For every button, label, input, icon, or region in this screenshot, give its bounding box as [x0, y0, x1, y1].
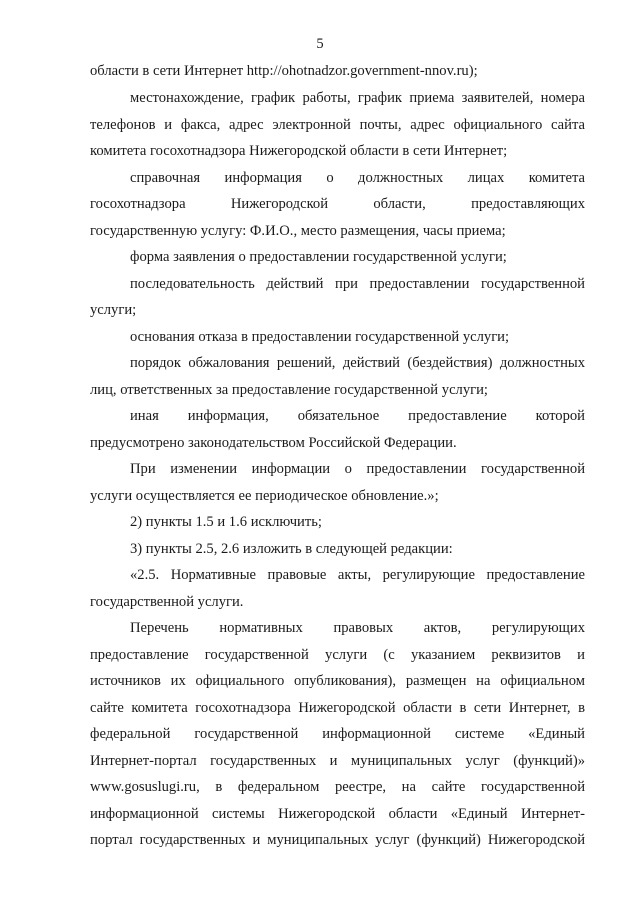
text-line: последовательность действий при предоставлении государственной — [130, 276, 585, 292]
text-line: форма заявления о предоставлении государственной услуги; — [130, 249, 507, 265]
text-line: 3) пункты 2.5, 2.6 изложить в следующей редакции: — [130, 541, 453, 557]
text-line: области в сети Интернет http://ohotnadzor.government-nnov.ru); — [90, 63, 478, 79]
text-line: портал государственных и муниципальных услуг (функций) Нижегородской — [90, 832, 585, 848]
text-line: источников их официального опубликования), размещен на официальном — [90, 673, 585, 689]
text-line: лиц, ответственных за предоставление государственной услуги; — [90, 382, 488, 398]
text-line: госохотнадзора Нижегородской области, предоставляющих — [90, 196, 585, 212]
text-line: услуги; — [90, 302, 137, 318]
text-line: порядок обжалования решений, действий (бездействия) должностных — [130, 355, 585, 371]
text-line: информационной системы Нижегородской области «Единый Интернет- — [90, 806, 585, 822]
page-number: 5 — [316, 36, 324, 52]
text-line: При изменении информации о предоставлении государственной — [130, 461, 585, 477]
text-line: услуги осуществляется ее периодическое обновление.»; — [90, 488, 439, 504]
text-line: телефонов и факса, адрес электронной почты, адрес официального сайта — [90, 117, 585, 133]
text-line: сайте комитета госохотнадзора Нижегородской области в сети Интернет, в — [90, 700, 585, 716]
text-line: комитета госохотнадзора Нижегородской области в сети Интернет; — [90, 143, 508, 159]
text-line: предоставление государственной услуги (с указанием реквизитов и — [90, 647, 585, 663]
text-line: www.gosuslugi.ru, в федеральном реестре, на сайте государственной — [90, 779, 585, 795]
text-line: иная информация, обязательное предоставление которой — [130, 408, 585, 424]
text-line: местонахождение, график работы, график приема заявителей, номера — [130, 90, 585, 106]
text-line: справочная информация о должностных лицах комитета — [130, 170, 585, 186]
text-line: 2) пункты 1.5 и 1.6 исключить; — [130, 514, 322, 530]
text-line: государственной услуги. — [90, 594, 244, 610]
text-line: предусмотрено законодательством Российской Федерации. — [90, 435, 457, 451]
text-line: «2.5. Нормативные правовые акты, регулирующие предоставление — [130, 567, 585, 583]
text-line: федеральной государственной информационной системе «Единый — [90, 726, 585, 742]
text-line: основания отказа в предоставлении государственной услуги; — [130, 329, 510, 345]
text-line: Интернет-портал государственных и муниципальных услуг (функций)» — [90, 753, 585, 769]
text-line: Перечень нормативных правовых актов, регулирующих — [130, 620, 585, 636]
text-line: государственную услугу: Ф.И.О., место размещения, часы приема; — [90, 223, 506, 239]
